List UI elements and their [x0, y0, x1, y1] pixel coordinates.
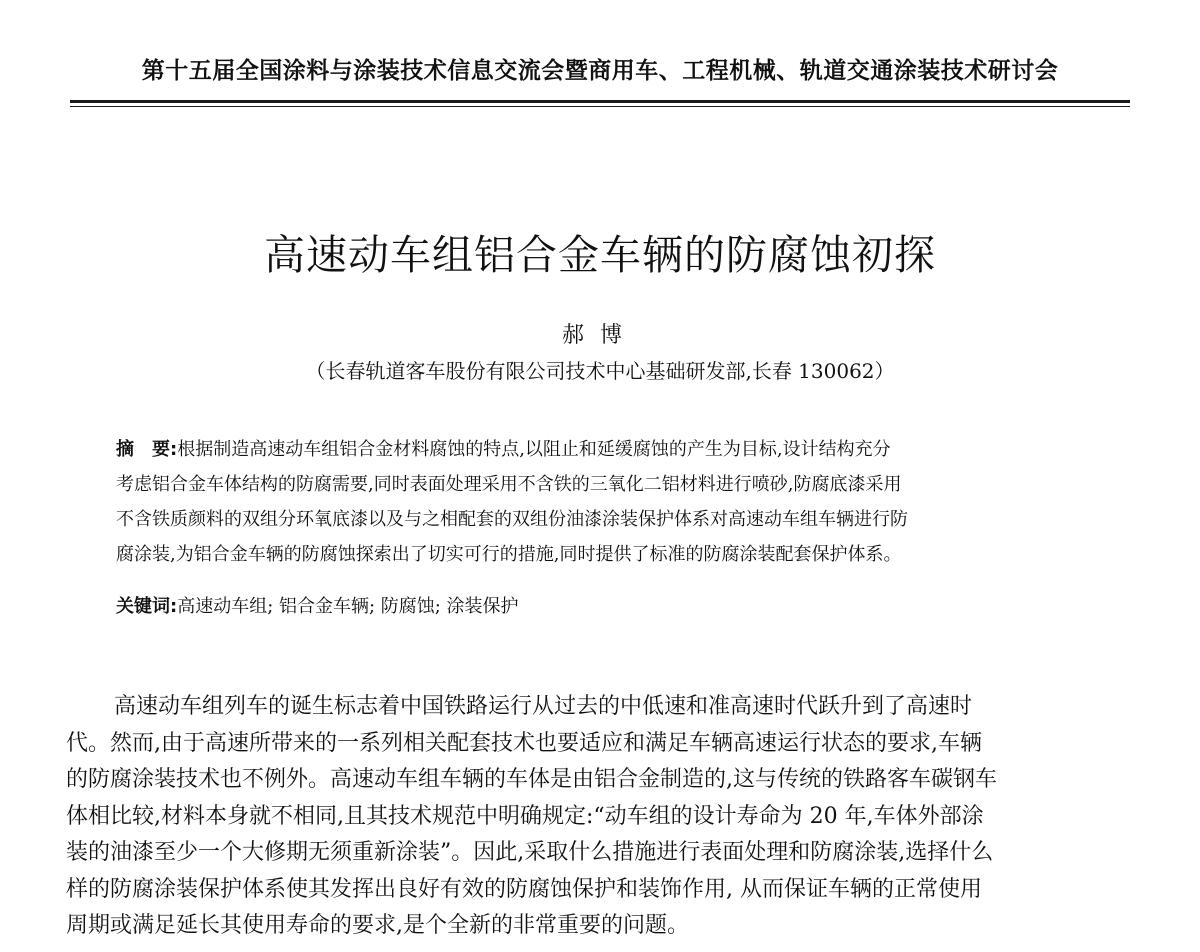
body-line: 体相比较,材料本身就不相同,且其技术规范中明确规定:“动车组的设计寿命为 20 年,车体外部涂 [66, 803, 984, 829]
article-affiliation: （长春轨道客车股份有限公司技术中心基础研发部,长春 130062） [305, 359, 895, 383]
body-line: 代。然而,由于高速所带来的一系列相关配套技术也要适应和满足车辆高速运行状态的要求,车辆 [66, 730, 982, 756]
body-paragraph [66, 689, 1134, 945]
header-rule-thin [70, 106, 1130, 107]
abstract-text: 根据制造高速动车组铝合金材料腐蚀的特点,以阻止和延缓腐蚀的产生为目标,设计结构充分 [177, 439, 891, 460]
conference-header: 第十五届全国涂料与涂装技术信息交流会暨商用车、工程机械、轨道交通涂装技术研讨会 [141, 57, 1059, 84]
article-author: 郝博 [561, 323, 638, 348]
keywords-label: 关键词: [116, 596, 178, 617]
body-line: 周期或满足延长其使用寿命的要求,是个全新的非常重要的问题。 [66, 913, 689, 938]
abstract [116, 432, 1088, 572]
article-title: 高速动车组铝合金车辆的防腐蚀初探 [264, 231, 936, 279]
keywords-text: 高速动车组; 铝合金车辆; 防腐蚀; 涂装保护 [177, 596, 519, 617]
abstract-label: 摘 要: [116, 439, 178, 460]
body-line: 装的油漆至少一个大修期无须重新涂装”。因此,采取什么措施进行表面处理和防腐涂装,选择什么 [66, 840, 994, 865]
abstract-line [116, 432, 1088, 467]
body-line: 的防腐涂装技术也不例外。高速动车组车辆的车体是由铝合金制造的,这与传统的铁路客车碳钢车 [66, 767, 997, 792]
body-line: 样的防腐涂装保护体系使其发挥出良好有效的防腐蚀保护和装饰作用, 从而保证车辆的正常使用 [66, 876, 982, 902]
abstract-line: 考虑铝合金车体结构的防腐需要,同时表面处理采用不含铁的三氧化二铝材料进行喷砂,防腐底漆采用 [116, 474, 902, 495]
keywords [116, 589, 1088, 624]
abstract-line: 腐涂装,为铝合金车辆的防腐蚀探索出了切实可行的措施,同时提供了标准的防腐涂装配套保护体系。 [116, 544, 902, 565]
body-line: 高速动车组列车的诞生标志着中国铁路运行从过去的中低速和准高速时代跃升到了高速时 [114, 694, 973, 719]
header-rule-thick [70, 100, 1130, 103]
abstract-line: 不含铁质颜料的双组分环氧底漆以及与之相配套的双组份油漆涂装保护体系对高速动车组车辆进行防 [116, 509, 908, 530]
